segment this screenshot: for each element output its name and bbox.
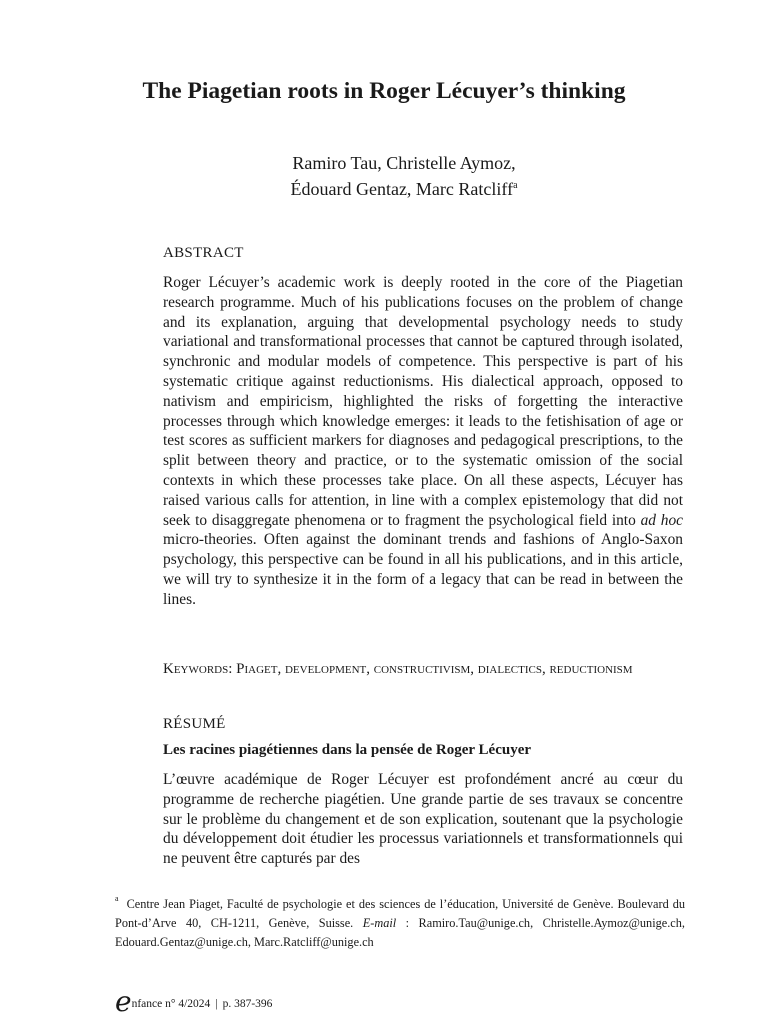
footnote: [115, 891, 685, 952]
article-title: The Piagetian roots in Roger Lécuyer’s thinking: [142, 78, 626, 104]
page-range: p. 387-396: [222, 998, 273, 1010]
resume-heading: RÉSUMÉ: [163, 716, 226, 732]
footnote-mark: a: [115, 894, 119, 903]
author-list: [0, 150, 768, 202]
resume-subtitle: Les racines piagétiennes dans la pensée de Roger Lécuyer: [163, 742, 532, 758]
abstract-italic: ad hoc: [640, 511, 683, 529]
journal-issue: nfance n° 4/2024: [131, 998, 211, 1010]
footnote-text-2: : Ramiro.Tau@unige.ch, Christelle.Aymoz@unige.ch, Edouard.Gentaz@unige.ch, Marc.Ratcliff@unige.ch: [115, 916, 685, 950]
keywords: [163, 660, 683, 679]
keywords-label: Keywords:: [163, 661, 233, 677]
affiliation-mark: a: [513, 180, 518, 191]
abstract-text-1: Roger Lécuyer’s academic work is deeply rooted in the core of the Piagetian research programme. Much of his publications focuses on the problem of change and its explanation, arguing that developmental psychology needs to study variational and transformational processes that cannot be captured through isolated, synchronic and modular models of competence. This perspective is part of his systematic critique against reductionisms. His dialectical approach, opposed to nativism and empiricism, highlighted the risks of forgetting the interactive processes through which knowledge emerges: it leads to the fetishisation of age or test scores as sufficient markers for diagnoses and pedagogical prescriptions, to the split between theory and practice, or to the systematic omission of the social contexts in which these processes take place. On all these aspects, Lécuyer has raised various calls for attention, in line with a complex epistemology that did not seek to disaggregate phenomena or to fragment the psychological field into: [163, 274, 683, 529]
abstract-body: [163, 273, 683, 610]
author-line-1: Ramiro Tau, Christelle Aymoz,: [292, 153, 516, 173]
page-footer: [115, 985, 272, 1018]
journal-logo: e: [115, 985, 132, 1018]
footnote-italic: E-mail: [362, 916, 397, 931]
author-line-2: [0, 176, 768, 202]
abstract-heading: ABSTRACT: [163, 245, 244, 261]
footnote-text-1: Centre Jean Piaget, Faculté de psychologie et des sciences de l’éducation, Université de Genève. Boulevard du Pont-d’Arve 40, CH-1211, Genève, Suisse.: [115, 897, 685, 931]
author-line-2-text: Édouard Gentaz, Marc Ratcliff: [290, 179, 514, 199]
resume-body: L’œuvre académique de Roger Lécuyer est profondément ancré au cœur du programme de recherche piagétien. Une grande partie de ses travaux se concentre sur le problème du changement et de son explication, soutenant que la psychologie du développement doit étudier les processus variationnels et transformationnels qui ne peuvent être capturés par des: [163, 771, 683, 868]
keywords-text: Piaget, development, constructivism, dialectics, reductionism: [236, 661, 633, 677]
abstract-text-2: micro-theories. Often against the dominant trends and fashions of Anglo-Saxon psychology, this perspective can be found in all his publications, and in this article, we will try to synthesize it in the form of a legacy that can be read in between the lines.: [163, 531, 683, 608]
footer-separator: |: [215, 998, 218, 1010]
